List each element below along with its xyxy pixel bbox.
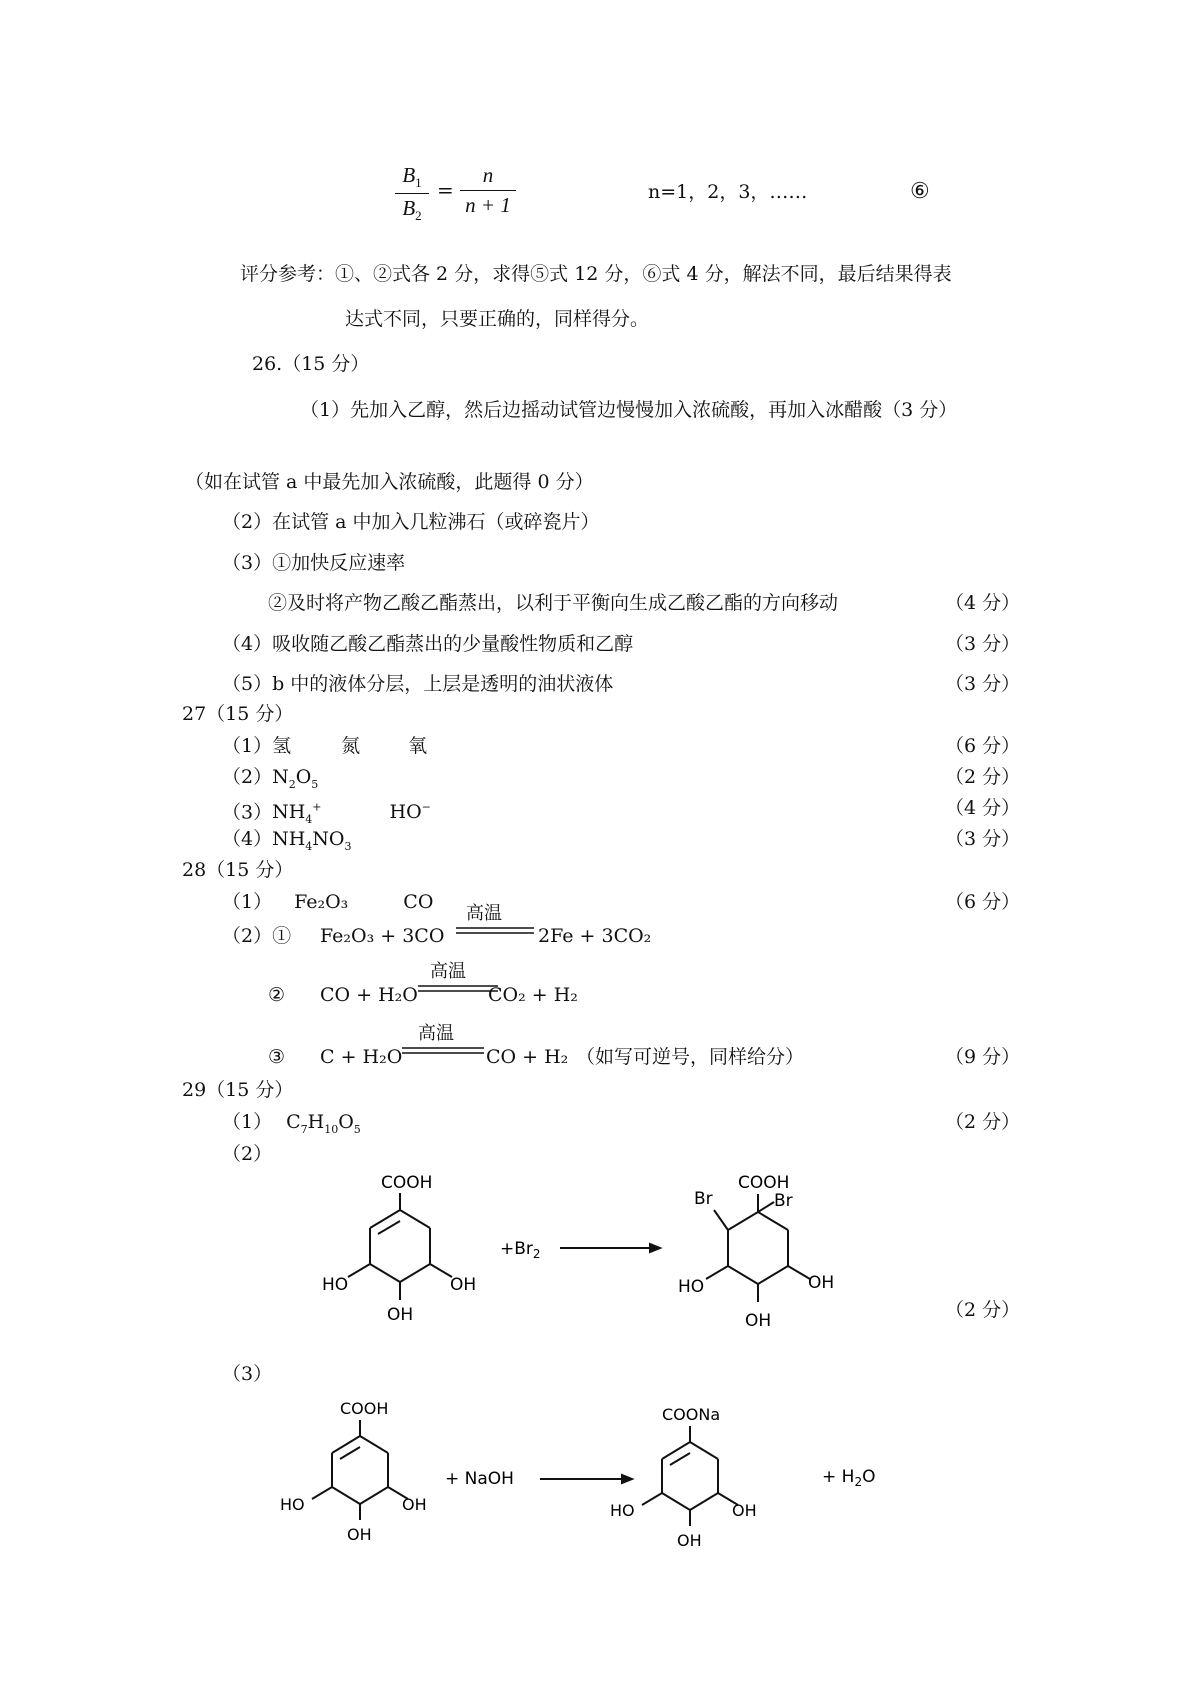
br-label: Br [694,1189,713,1209]
oh-label: OH [808,1273,835,1293]
q27-part3-score: （4 分） [945,797,1021,819]
q28-part1-score: （6 分） [945,891,1021,913]
reaction3-equals-arrow [402,1046,486,1056]
q28-part1: （1） Fe₂O₃ CO [222,891,434,913]
reaction3-right: CO + H₂ [486,1046,569,1068]
q27-part2-score: （2 分） [945,766,1021,788]
q27-part2: $(2)N_2O_5$ [222,766,319,791]
reaction1-condition: 高温 [466,903,502,924]
q26-part3a: （3）①加快反应速率 [222,552,406,574]
reaction3-condition: 高温 [418,1023,454,1044]
q27-part3: $(3)NH_4^+$ HO− [222,801,431,827]
ho-label: HO [610,1501,635,1520]
n-range: n=1，2，3，…… [648,181,808,203]
q27-part4: $(4)NH_4NO_3$ [222,828,352,853]
reaction2-right: CO₂ + H₂ [488,984,578,1006]
oh-label: OH [450,1275,477,1295]
q29-part2-reaction-diagram [300,1160,900,1350]
q26-part2: （2）在试管 a 中加入几粒沸石（或碎瓷片） [222,511,600,533]
q27-title: 27（15 分） [182,703,294,725]
cooh-label: COOH [340,1399,389,1418]
q26-title: 26.（15 分） [252,353,370,375]
oh-label: OH [387,1305,414,1325]
reaction3-marker: ③ [268,1046,286,1068]
q28-part2-score: （9 分） [945,1046,1021,1068]
plus-naoh: + NaOH [445,1469,514,1489]
scoring-note-line1: 评分参考：①、②式各 2 分，求得⑤式 12 分，⑥式 4 分，解法不同，最后结果得表 [240,263,952,285]
q26-part4: （4）吸收随乙酸乙酯蒸出的少量酸性物质和乙醇 [222,633,634,655]
q27-part4-score: （3 分） [945,828,1021,850]
cooh-label: COOH [381,1173,433,1193]
coona-label: COONa [662,1405,721,1424]
br-label: Br [774,1191,793,1211]
q26-part5-score: （3 分） [945,673,1021,695]
fraction-b1-b2: $\frac{B_1}{B_2}$ [395,163,429,224]
oh-label: OH [402,1495,427,1514]
q26-part4-score: （3 分） [945,633,1021,655]
q29-part2-label: （2） [222,1143,273,1165]
q29-part1: （1） $C_7H_{10}O_5$ [222,1111,361,1136]
reaction1-right: 2Fe + 3CO₂ [538,925,652,947]
dibromo-product-structure [706,1194,810,1302]
q26-part3b: ②及时将产物乙酸乙酯蒸出，以利于平衡向生成乙酸乙酯的方向移动 [268,592,839,614]
ho-label: HO [280,1495,305,1514]
q28-title: 28（15 分） [182,859,294,881]
scoring-note-line2: 达式不同，只要正确的，同样得分。 [345,308,650,330]
equals-sign: = [437,178,454,202]
reaction2-left: CO + H₂O [320,984,418,1006]
reaction3-left: C + H₂O [320,1046,403,1068]
q29-title: 29（15 分） [182,1079,294,1101]
q29-part1-score: （2 分） [945,1111,1021,1133]
reaction3-note: （如写可逆号，同样给分） [576,1046,805,1068]
q29-part2-score: （2 分） [945,1299,1021,1321]
q27-part1: （1）氢 氮 氧 [222,735,428,757]
ho-label: HO [678,1277,705,1297]
cooh-label: COOH [738,1173,790,1193]
shikimic-acid-structure [348,1193,452,1300]
fraction-n-over-n-plus-1: $\frac{n}{n + 1}$ [460,163,516,218]
plus-h2o: + $H_2O$ [822,1467,876,1489]
reaction2-marker: ② [268,984,286,1006]
oh-label: OH [677,1531,702,1550]
q29-part3-reaction-diagram [250,1392,950,1572]
oh-label: OH [745,1311,772,1331]
q27-part1-score: （6 分） [945,735,1021,757]
plus-br2: $+Br_2$ [500,1239,541,1261]
q29-part3-label: （3） [222,1363,273,1385]
equation-marker: ⑥ [910,179,930,204]
sodium-shikimate-structure [642,1426,738,1526]
reaction1-equals-arrow [456,926,536,936]
oh-label: OH [347,1525,372,1544]
reaction2-condition: 高温 [430,961,466,982]
oh-label: OH [732,1501,757,1520]
ho-label: HO [322,1275,349,1295]
reaction1-left: Fe₂O₃ + 3CO [320,925,445,947]
reaction-arrow-right [560,1244,660,1252]
shikimic-acid-structure [312,1420,408,1520]
q26-part1-note: （如在试管 a 中最先加入浓硫酸，此题得 0 分） [185,471,594,493]
q26-part1: （1）先加入乙醇，然后边摇动试管边慢慢加入浓硫酸，再加入冰醋酸（3 分） [300,399,958,421]
q26-part5: （5）b 中的液体分层，上层是透明的油状液体 [222,673,614,695]
q28-part2-label: （2）① [222,925,292,947]
q26-part3-score: （4 分） [945,592,1021,614]
reaction-arrow-right [540,1475,632,1483]
